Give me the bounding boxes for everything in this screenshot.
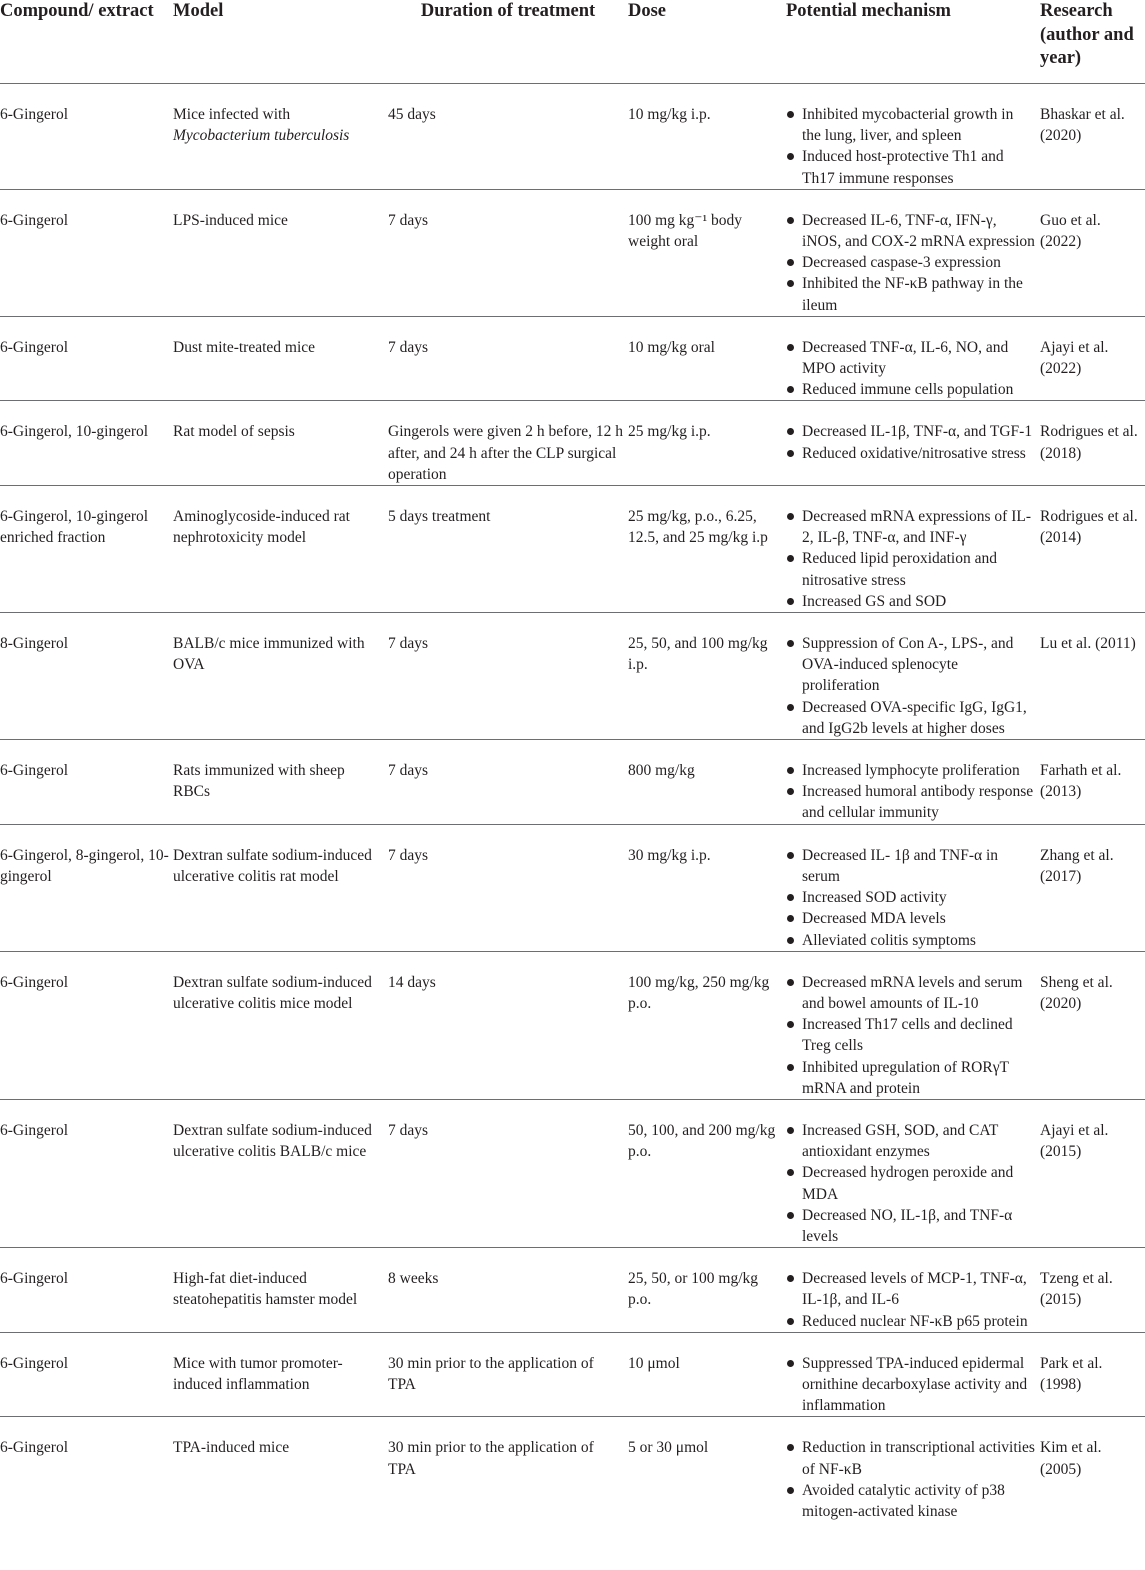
table-row bbox=[0, 316, 1145, 401]
cell-dose: 100 mg/kg, 250 mg/kg p.o. bbox=[628, 951, 786, 1099]
mechanism-item: Decreased levels of MCP-1, TNF-α, IL-1β, and IL-6 bbox=[786, 1268, 1036, 1310]
cell-mechanism bbox=[786, 613, 1040, 740]
cell-model bbox=[173, 316, 388, 401]
model-organism: Mycobacterium tuberculosis bbox=[173, 127, 350, 145]
cell-duration: Gingerols were given 2 h before, 12 h after, and 24 h after the CLP surgical operation bbox=[388, 401, 628, 486]
cell-model bbox=[173, 1248, 388, 1333]
cell-research: Ajayi et al. (2015) bbox=[1040, 1099, 1145, 1247]
cell-duration: 7 days bbox=[388, 316, 628, 401]
header-row bbox=[0, 0, 1145, 84]
mechanism-item: Decreased mRNA levels and serum and bowel amounts of IL-10 bbox=[786, 972, 1036, 1014]
mechanism-item: Inhibited the NF-κB pathway in the ileum bbox=[786, 273, 1036, 315]
cell-dose: 800 mg/kg bbox=[628, 740, 786, 825]
table-row bbox=[0, 613, 1145, 740]
cell-model bbox=[173, 951, 388, 1099]
mechanism-list bbox=[786, 972, 1036, 1099]
mechanism-item: Inhibited mycobacterial growth in the lung, liver, and spleen bbox=[786, 104, 1036, 146]
model-text: Rats immunized with sheep RBCs bbox=[173, 762, 345, 801]
cell-model bbox=[173, 740, 388, 825]
cell-compound: 6-Gingerol bbox=[0, 951, 173, 1099]
mechanism-list bbox=[786, 337, 1036, 401]
mechanism-item: Increased GS and SOD bbox=[786, 591, 1036, 612]
cell-model bbox=[173, 1099, 388, 1247]
mechanism-item: Increased Th17 cells and declined Treg cells bbox=[786, 1014, 1036, 1056]
mechanism-list bbox=[786, 104, 1036, 189]
cell-duration: 30 min prior to the application of TPA bbox=[388, 1439, 594, 1478]
cell-compound: 6-Gingerol bbox=[0, 1439, 69, 1457]
mechanism-item: Suppressed TPA-induced epidermal ornithine decarboxylase activity and inflammation bbox=[786, 1353, 1036, 1417]
mechanism-item: Reduced nuclear NF-κB p65 protein bbox=[786, 1311, 1036, 1332]
table-row bbox=[0, 1417, 1145, 1522]
mechanism-list bbox=[786, 760, 1036, 824]
cell-compound: 6-Gingerol bbox=[0, 1248, 173, 1333]
cell-model bbox=[173, 1417, 388, 1522]
cell-compound: 6-Gingerol bbox=[0, 740, 173, 825]
mechanism-list bbox=[786, 1120, 1036, 1247]
mechanism-list bbox=[786, 1437, 1036, 1522]
cell-duration: 7 days bbox=[388, 740, 628, 825]
mechanism-item: Induced host-protective Th1 and Th17 immune responses bbox=[786, 146, 1036, 188]
cell-compound: 8-Gingerol bbox=[0, 613, 173, 740]
mechanism-item: Increased SOD activity bbox=[786, 887, 1036, 908]
cell-dose: 25 mg/kg i.p. bbox=[628, 401, 786, 486]
table-row bbox=[0, 740, 1145, 825]
table-row bbox=[0, 189, 1145, 316]
cell-model bbox=[173, 824, 388, 951]
mechanism-item: Avoided catalytic activity of p38 mitogen-activated kinase bbox=[786, 1480, 1036, 1522]
cell-duration: 5 days treatment bbox=[388, 486, 628, 613]
cell-dose: 25, 50, and 100 mg/kg i.p. bbox=[628, 613, 786, 740]
mechanism-list bbox=[786, 506, 1036, 612]
header-dose: Dose bbox=[628, 0, 786, 84]
cell-compound: 6-Gingerol, 8-gingerol, 10-gingerol bbox=[0, 824, 173, 951]
cell-model bbox=[173, 84, 388, 190]
model-text: Dextran sulfate sodium-induced ulcerative colitis rat model bbox=[173, 846, 372, 885]
cell-dose: 100 mg kg⁻¹ body weight oral bbox=[628, 189, 786, 316]
header-research: Research (author and year) bbox=[1040, 0, 1145, 84]
cell-research: Guo et al. (2022) bbox=[1040, 189, 1145, 316]
mechanism-item: Decreased IL-1β, TNF-α, and TGF-1 bbox=[786, 421, 1036, 442]
cell-dose: 25 mg/kg, p.o., 6.25, 12.5, and 25 mg/kg i.p bbox=[628, 486, 786, 613]
header-mechanism: Potential mechanism bbox=[786, 0, 1040, 84]
mechanism-list bbox=[786, 633, 1036, 739]
mechanism-list bbox=[786, 1268, 1036, 1332]
table-row bbox=[0, 824, 1145, 951]
cell-mechanism bbox=[786, 951, 1040, 1099]
cell-mechanism bbox=[786, 316, 1040, 401]
table-row bbox=[0, 951, 1145, 1099]
mechanism-item: Reduction in transcriptional activities of NF-κB bbox=[786, 1437, 1036, 1479]
cell-mechanism bbox=[786, 1332, 1040, 1417]
cell-mechanism bbox=[786, 1417, 1040, 1522]
model-text: Rat model of sepsis bbox=[173, 423, 295, 441]
cell-mechanism bbox=[786, 486, 1040, 613]
cell-dose: 50, 100, and 200 mg/kg p.o. bbox=[628, 1099, 786, 1247]
cell-duration: 30 min prior to the application of TPA bbox=[388, 1332, 628, 1417]
header-model: Model bbox=[173, 0, 388, 84]
cell-compound: 6-Gingerol bbox=[0, 84, 173, 190]
model-text: Aminoglycoside-induced rat nephrotoxicity model bbox=[173, 508, 350, 547]
model-text: Dust mite-treated mice bbox=[173, 338, 316, 356]
cell-research: Zhang et al. (2017) bbox=[1040, 824, 1145, 951]
cell-research: Kim et al. (2005) bbox=[1040, 1439, 1102, 1478]
cell-compound: 6-Gingerol bbox=[0, 316, 173, 401]
mechanism-item: Alleviated colitis symptoms bbox=[786, 930, 1036, 951]
cell-duration: 7 days bbox=[388, 824, 628, 951]
cell-dose: 10 mg/kg i.p. bbox=[628, 84, 786, 190]
mechanism-list bbox=[786, 421, 1036, 463]
mechanism-list bbox=[786, 845, 1036, 951]
cell-research: Lu et al. (2011) bbox=[1040, 613, 1145, 740]
mechanism-item: Decreased MDA levels bbox=[786, 908, 1036, 929]
mechanism-item: Reduced immune cells population bbox=[786, 379, 1036, 400]
cell-mechanism bbox=[786, 1248, 1040, 1333]
cell-dose: 25, 50, or 100 mg/kg p.o. bbox=[628, 1248, 786, 1333]
cell-dose: 30 mg/kg i.p. bbox=[628, 824, 786, 951]
cell-duration: 8 weeks bbox=[388, 1248, 628, 1333]
model-text: BALB/c mice immunized with OVA bbox=[173, 635, 365, 674]
mechanism-item: Decreased OVA-specific IgG, IgG1, and IgG2b levels at higher doses bbox=[786, 697, 1036, 739]
mechanism-list bbox=[786, 210, 1036, 316]
table-row bbox=[0, 486, 1145, 613]
cell-mechanism bbox=[786, 1099, 1040, 1247]
cell-duration: 7 days bbox=[388, 1099, 628, 1247]
mechanism-item: Decreased NO, IL-1β, and TNF-α levels bbox=[786, 1205, 1036, 1247]
cell-model bbox=[173, 1332, 388, 1417]
mechanism-item: Decreased mRNA expressions of IL-2, IL-β, TNF-α, and INF-γ bbox=[786, 506, 1036, 548]
cell-compound: 6-Gingerol bbox=[0, 189, 173, 316]
cell-compound: 6-Gingerol, 10-gingerol bbox=[0, 401, 173, 486]
cell-research: Tzeng et al. (2015) bbox=[1040, 1248, 1145, 1333]
cell-duration: 14 days bbox=[388, 951, 628, 1099]
table-row bbox=[0, 1248, 1145, 1333]
model-text: Dextran sulfate sodium-induced ulcerative colitis BALB/c mice bbox=[173, 1121, 372, 1161]
cell-research: Rodrigues et al. (2018) bbox=[1040, 401, 1145, 486]
mechanism-item: Decreased TNF-α, IL-6, NO, and MPO activity bbox=[786, 337, 1036, 379]
cell-compound: 6-Gingerol bbox=[0, 1099, 173, 1247]
mechanism-item: Reduced lipid peroxidation and nitrosative stress bbox=[786, 548, 1036, 590]
cell-mechanism bbox=[786, 84, 1040, 190]
header-compound: Compound/ extract bbox=[0, 0, 173, 84]
cell-mechanism bbox=[786, 824, 1040, 951]
cell-model bbox=[173, 613, 388, 740]
cell-research: Sheng et al. (2020) bbox=[1040, 951, 1145, 1099]
table-row bbox=[0, 401, 1145, 486]
cell-duration: 45 days bbox=[388, 84, 628, 190]
mechanism-item: Inhibited upregulation of RORγT mRNA and protein bbox=[786, 1057, 1036, 1099]
mechanism-item: Decreased hydrogen peroxide and MDA bbox=[786, 1162, 1036, 1204]
mechanism-list bbox=[786, 1353, 1036, 1417]
cell-dose: 10 μmol bbox=[628, 1332, 786, 1417]
table-header bbox=[0, 0, 1145, 84]
cell-model bbox=[173, 486, 388, 613]
cell-dose: 10 mg/kg oral bbox=[628, 316, 786, 401]
cell-research: Park et al. (1998) bbox=[1040, 1332, 1145, 1417]
mechanism-item: Decreased IL- 1β and TNF-α in serum bbox=[786, 845, 1036, 887]
table-body bbox=[0, 84, 1145, 1523]
cell-model bbox=[173, 401, 388, 486]
model-text: TPA-induced mice bbox=[173, 1439, 290, 1457]
mechanism-item: Increased GSH, SOD, and CAT antioxidant enzymes bbox=[786, 1120, 1036, 1162]
cell-mechanism bbox=[786, 189, 1040, 316]
model-text: High-fat diet-induced steatohepatitis hamster model bbox=[173, 1270, 358, 1309]
cell-mechanism bbox=[786, 740, 1040, 825]
cell-compound: 6-Gingerol bbox=[0, 1332, 173, 1417]
cell-mechanism bbox=[786, 401, 1040, 486]
model-text: LPS-induced mice bbox=[173, 211, 288, 229]
cell-duration: 7 days bbox=[388, 613, 628, 740]
cell-research: Farhath et al. (2013) bbox=[1040, 740, 1145, 825]
mechanism-item: Decreased caspase-3 expression bbox=[786, 252, 1036, 273]
cell-duration: 7 days bbox=[388, 189, 628, 316]
table-row bbox=[0, 84, 1145, 190]
model-text: Mice infected with bbox=[173, 106, 291, 123]
mechanism-item: Increased humoral antibody response and cellular immunity bbox=[786, 781, 1036, 823]
mechanism-item: Decreased IL-6, TNF-α, IFN-γ, iNOS, and COX-2 mRNA expression bbox=[786, 210, 1036, 252]
cell-research: Rodrigues et al. (2014) bbox=[1040, 486, 1145, 613]
model-text: Dextran sulfate sodium-induced ulcerative colitis mice model bbox=[173, 973, 372, 1012]
mechanism-item: Suppression of Con A-, LPS-, and OVA-induced splenocyte proliferation bbox=[786, 633, 1036, 697]
cell-dose: 5 or 30 μmol bbox=[628, 1439, 709, 1457]
mechanism-item: Reduced oxidative/nitrosative stress bbox=[786, 443, 1036, 464]
cell-model bbox=[173, 189, 388, 316]
cell-compound: 6-Gingerol, 10-gingerol enriched fraction bbox=[0, 486, 173, 613]
cell-research: Ajayi et al. (2022) bbox=[1040, 316, 1145, 401]
table-row bbox=[0, 1099, 1145, 1247]
table-row bbox=[0, 1332, 1145, 1417]
header-duration: Duration of treatment bbox=[388, 0, 628, 84]
model-text: Mice with tumor promoter-induced inflammation bbox=[173, 1354, 343, 1393]
mechanism-item: Increased lymphocyte proliferation bbox=[786, 760, 1036, 781]
cell-research: Bhaskar et al. (2020) bbox=[1040, 84, 1145, 190]
